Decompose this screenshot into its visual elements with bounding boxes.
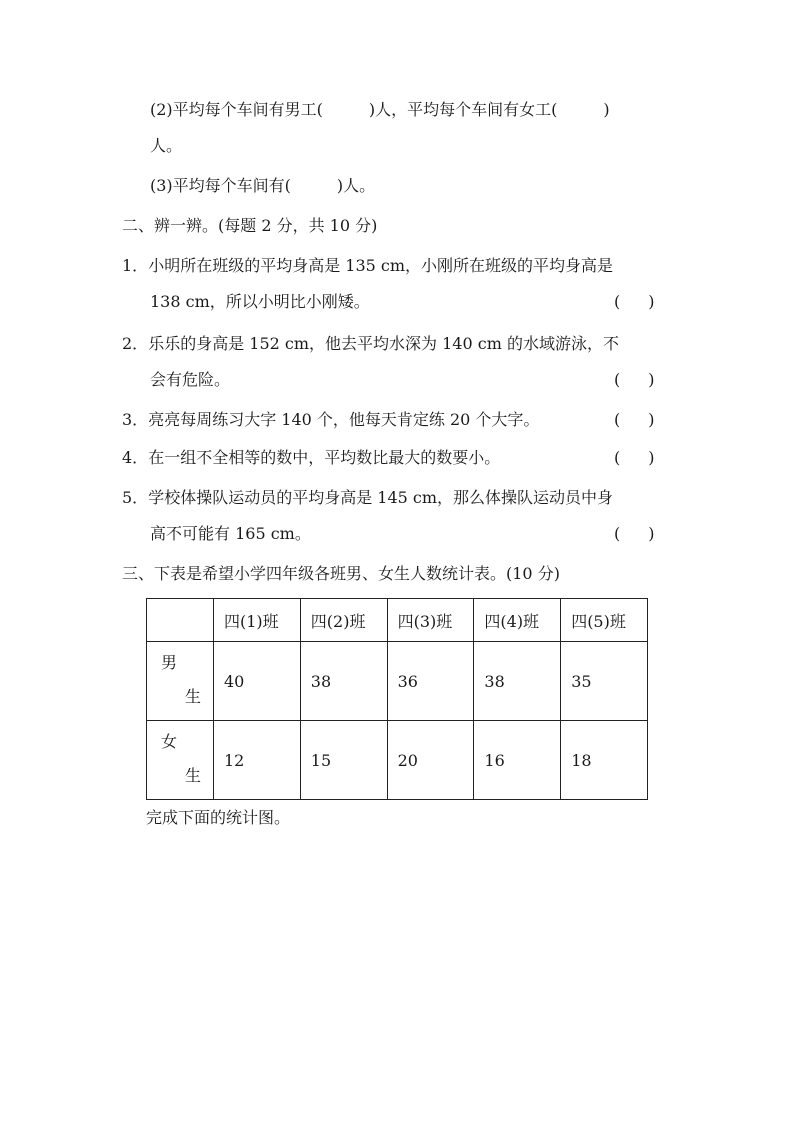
table-corner-cell [147,599,214,642]
judge-item-1-number: 1． [122,256,149,275]
table-header-cell: 四(2)班 [300,599,387,642]
row-label-girls: 女 生 [147,721,214,800]
chart-instruction: 完成下面的统计图。 [146,808,291,827]
judge-item-2-text: 乐乐的身高是 152 cm，他去平均水深为 140 cm 的水域游泳，不 [148,334,619,353]
judge-item-1 [122,256,613,276]
table-cell: 38 [300,642,387,721]
table-header-cell: 四(5)班 [561,599,648,642]
table-header-cell: 四(1)班 [214,599,301,642]
judge-item-2-continuation: 会有危险。 [150,370,231,389]
judge-item-1-answer[interactable]: ( ) [614,292,655,311]
table-row-girls [147,721,648,800]
judge-item-5 [122,488,613,508]
table-cell: 36 [387,642,474,721]
question-3-end: )人。 [336,176,376,195]
table-cell: 35 [561,642,648,721]
student-count-table [146,598,648,800]
table-row-boys [147,642,648,721]
table-header-row [147,599,648,642]
question-2-mid: )人，平均每个车间有女工( [368,100,558,119]
table-header-cell: 四(4)班 [474,599,561,642]
question-3-prefix: (3)平均每个车间有( [150,176,291,195]
table-cell: 40 [214,642,301,721]
table-cell: 38 [474,642,561,721]
judge-item-4 [122,448,500,468]
judge-item-1-text: 小明所在班级的平均身高是 135 cm，小刚所在班级的平均身高是 [148,256,614,275]
judge-item-5-continuation: 高不可能有 165 cm。 [150,524,311,543]
table-header-cell: 四(3)班 [387,599,474,642]
judge-item-2-answer[interactable]: ( ) [614,370,655,389]
question-2-end: ) [603,100,610,119]
table-cell: 18 [561,721,648,800]
judge-item-3 [122,410,539,430]
judge-item-5-text: 学校体操队运动员的平均身高是 145 cm，那么体操队运动员中身 [148,488,614,507]
judge-item-3-text: 亮亮每周练习大字 140 个，他每天肯定练 20 个大字。 [148,410,540,429]
judge-item-4-number: 4． [122,448,149,467]
table-cell: 20 [387,721,474,800]
table-cell: 16 [474,721,561,800]
table-cell: 15 [300,721,387,800]
row-label-boys: 男 生 [147,642,214,721]
judge-item-4-text: 在一组不全相等的数中，平均数比最大的数要小。 [148,448,501,467]
judge-item-2-number: 2． [122,334,149,353]
section-2-heading: 二、辨一辨。(每题 2 分，共 10 分) [122,216,378,235]
judge-item-5-number: 5． [122,488,149,507]
question-2-line [150,100,610,120]
judge-item-3-number: 3． [122,410,149,429]
judge-item-3-answer[interactable]: ( ) [614,410,655,429]
judge-item-2 [122,334,619,354]
judge-item-1-continuation: 138 cm，所以小明比小刚矮。 [150,292,370,311]
question-3-line [150,176,375,196]
judge-item-4-answer[interactable]: ( ) [614,448,655,467]
question-2-continuation: 人。 [150,136,183,155]
section-3-heading: 三、下表是希望小学四年级各班男、女生人数统计表。(10 分) [122,564,560,583]
judge-item-5-answer[interactable]: ( ) [614,524,655,543]
question-2-prefix: (2)平均每个车间有男工( [150,100,323,119]
table-cell: 12 [214,721,301,800]
